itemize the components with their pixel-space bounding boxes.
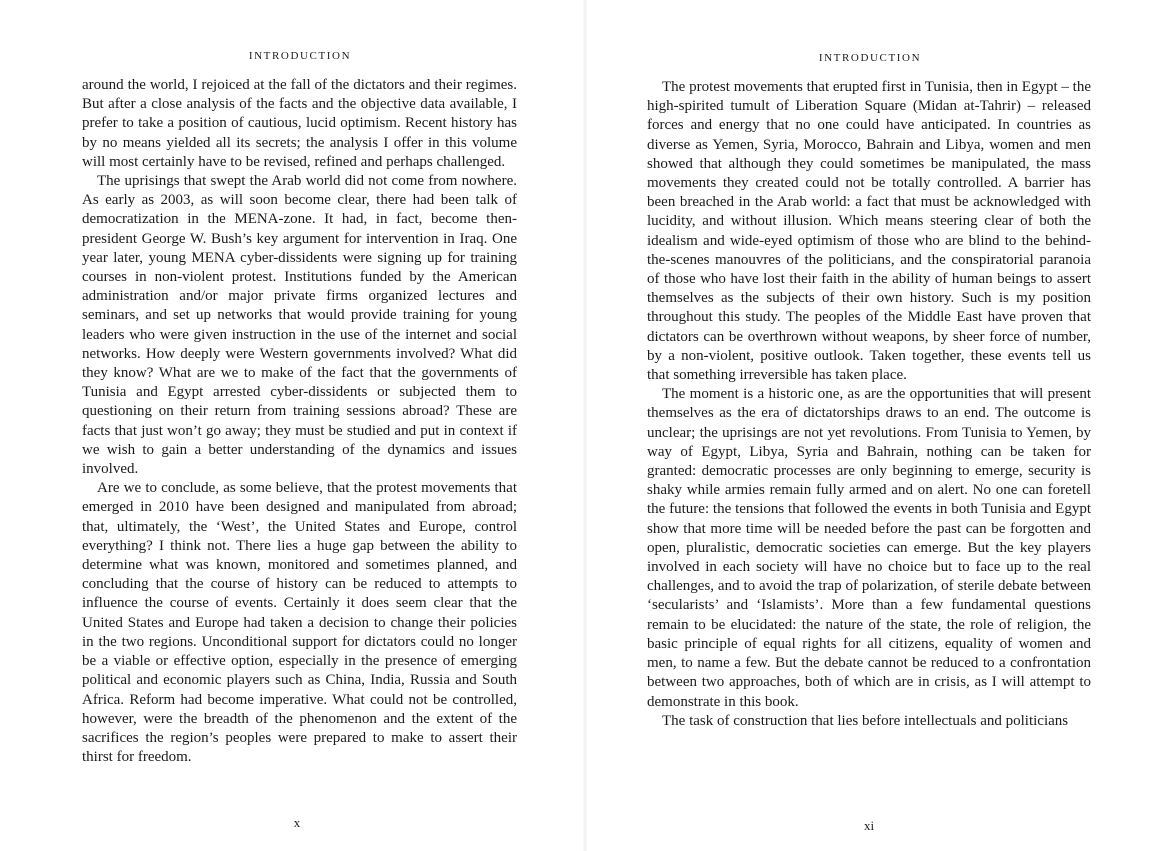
paragraph: around the world, I rejoiced at the fall of the dictators and their regimes. But after a close analysis of the facts and the objective data available, I prefer to take a position of cautious, lucid optimism. Recent history has by no means yielded all its secrets; the analysis I offer in this volume will most certainly have to be revised, refined and perhaps challenged. (82, 77, 517, 170)
paragraph: The uprisings that swept the Arab world did not come from nowhere. As early as 2003, as will soon become clear, there had been talk of democratization in the MENA-zone. It had, in fact, become then-president George W. Bush’s key argument for intervention in Iraq. One year later, young MENA cyber-dissidents were signing up for training courses in non-violent protest. Institutions funded by the American administration and/or major private firms organized lectures and seminars, and set up networks that would provide training for young leaders who were given instruction in the use of the internet and social networks. How deeply were Western governments involved? What did they know? What are we to make of the fact that the governments of Tunisia and Egypt arrested cyber-dissidents or subjected them to questioning on their return from training sessions abroad? These are facts that just won’t go away; they must be studied and put in context if we wish to gain a better understanding of the dynamics and issues involved. (82, 173, 517, 478)
page-number-left: x (293, 815, 301, 830)
page-number-right: xi (863, 818, 875, 833)
paragraph: The moment is a historic one, as are the opportunities that will present themselves as the era of dictatorships draws to an end. The outcome is unclear; the uprisings are not yet revolutions. From Tunisia to Yemen, by way of Egypt, Libya, Syria and Bahrain, nothing can be taken for granted: democratic processes are only beginning to emerge, security is shaky while armies remain fully armed and on alert. No one can foretell the future: the tensions that followed the events in both Tunisia and Egypt show that more time will be needed before the past can be forgotten and open, pluralistic, democratic societies can emerge. But the key players involved in each society will have no choice but to face up to the real challenges, and to avoid the trap of polarization, of sterile debate between ‘secularists’ and ‘Islamists’. More than a few fundamental questions remain to be elucidated: the nature of the state, the role of religion, the basic principle of equal rights for all citizens, equality of women and men, to name a few. But the debate cannot be reduced to a confrontation between two approaches, both of which are in crisis, as I will attempt to demonstrate in this book. (647, 386, 1091, 710)
right-page (585, 0, 1170, 851)
paragraph: The task of construction that lies before intellectuals and politicians (662, 712, 1069, 729)
running-head-left: INTRODUCTION (248, 50, 352, 62)
paragraph: Are we to conclude, as some believe, that the protest movements that emerged in 2010 have been designed and manipulated from abroad; that, ultimately, the ‘West’, the United States and Europe, control everything? I think not. There lies a huge gap between the ability to determine what was known, monitored and sometimes planned, and concluding that the course of history can be reduced to attempts to influence the course of events. Certainly it does seem clear that the United States and Europe had taken a decision to change their policies in the two regions. Unconditional support for dictators could no longer be a viable or effective option, especially in the presence of emerging political and economic players such as China, India, Russia and South Africa. Reform had become imperative. What could not be controlled, however, were the breadth of the phenomenon and the extent of the sacrifices the region’s peoples were prepared to make to assert their thirst for freedom. (82, 480, 517, 766)
paragraph: The protest movements that erupted first in Tunisia, then in Egypt – the high-spirited tumult of Liberation Square (Midan at-Tahrir) – released forces and energy that no one could have anticipated. In countries as diverse as Yemen, Syria, Morocco, Bahrain and Libya, women and men showed that although they could sometimes be manipulated, the mass movements they created could not be totally controlled. A barrier has been breached in the Arab world: a fact that must be acknowledged with lucidity, and without illusion. Which means steering clear of both the idealism and wide-eyed optimism of those who are blind to the behind-the-scenes manouvres of the politicians, and the conspiratorial paranoia of those who have lost their faith in the ability of human beings to assert themselves as the subjects of their own history. Such is my position throughout this study. The peoples of the Middle East have proven that dictators can be overthrown without weapons, by sheer force of number, by a non-violent, positive outlook. Taken together, these events tell us that something irreversible has taken place. (647, 79, 1091, 384)
running-head-right: INTRODUCTION (818, 52, 922, 64)
body-text-right (647, 78, 1091, 731)
body-text-left (82, 76, 517, 767)
